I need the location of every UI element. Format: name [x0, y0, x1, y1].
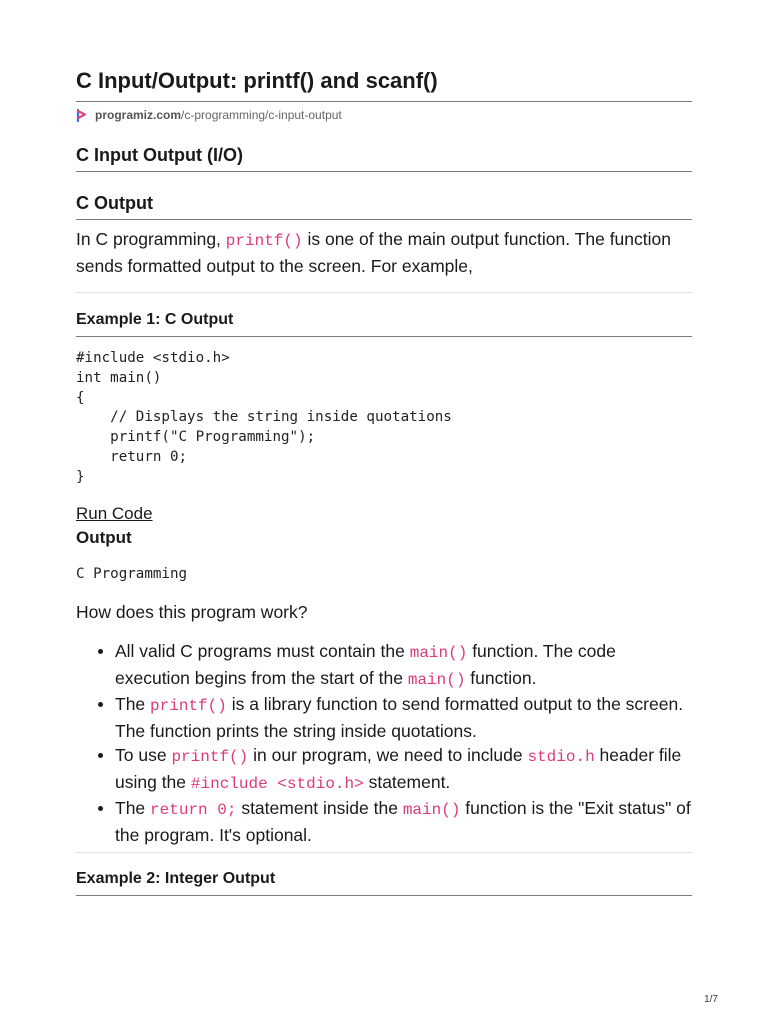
list-item-text: function is the "Exit status" of the program. It's optional. [115, 798, 691, 845]
list-item-text: statement. [363, 771, 451, 792]
page-title: C Input/Output: printf() and scanf() [76, 68, 438, 93]
list-item-text: function. The code execution begins from the start of the [115, 641, 616, 688]
inline-code: stdio.h [527, 748, 595, 766]
list-item [76, 743, 692, 796]
list-item-text: The [115, 798, 151, 818]
example-heading-divider [76, 336, 692, 337]
output-block: C Programming [76, 566, 188, 582]
section-heading-output: C Output [76, 193, 153, 213]
list-item-text: header file using the [115, 745, 682, 792]
section-divider [76, 219, 692, 220]
page-number: 1/7 [704, 994, 718, 1005]
list-item-text: is a library function to send formatted output to the screen. The function prints the string inside quotations. [115, 694, 684, 741]
list-item [76, 639, 692, 692]
list-item-text: statement inside the [236, 798, 403, 818]
list-item-text: All valid C programs must contain the [115, 641, 410, 661]
output-heading: Output [76, 528, 132, 547]
section-divider [76, 171, 692, 172]
example2-heading: Example 2: Integer Output [76, 870, 276, 887]
inline-code: #include <stdio.h> [190, 774, 364, 793]
code-block: #include <stdio.h> int main() { // Displays the string inside quotations printf("C Programming"); return 0; } [76, 350, 452, 485]
inline-code: return 0; [150, 801, 237, 819]
section-heading-io: C Input Output (I/O) [76, 145, 243, 165]
list-item-text: function. [465, 667, 537, 688]
intro-paragraph [76, 227, 692, 278]
source-path: /c-programming/c-input-output [181, 108, 342, 122]
explanation-list [76, 639, 692, 847]
intro-text: is one of the main output function. The function sends formatted output to the screen. For example, [76, 229, 671, 276]
inline-code: main() [407, 670, 466, 689]
intro-text: In C programming, [76, 229, 226, 249]
how-works-heading: How does this program work? [76, 602, 308, 622]
inline-code: main() [402, 801, 461, 819]
list-item [76, 796, 692, 847]
inline-code: printf() [150, 697, 227, 715]
example1-heading: Example 1: C Output [76, 311, 234, 328]
source-domain: programiz.com [95, 108, 182, 122]
title-divider [76, 101, 692, 102]
programiz-logo-icon [76, 109, 88, 122]
list-item [76, 692, 692, 743]
example-divider [76, 292, 692, 293]
example-heading-divider [76, 895, 692, 896]
run-code-link[interactable]: Run Code [76, 504, 153, 523]
example-divider [76, 852, 692, 853]
inline-code: main() [409, 644, 468, 662]
inline-code: printf() [171, 748, 249, 766]
inline-code: printf() [225, 232, 303, 250]
list-item-text: To use [115, 745, 172, 765]
source-link[interactable] [76, 107, 342, 123]
list-item-text: The [115, 694, 151, 714]
list-item-text: in our program, we need to include [248, 745, 528, 765]
